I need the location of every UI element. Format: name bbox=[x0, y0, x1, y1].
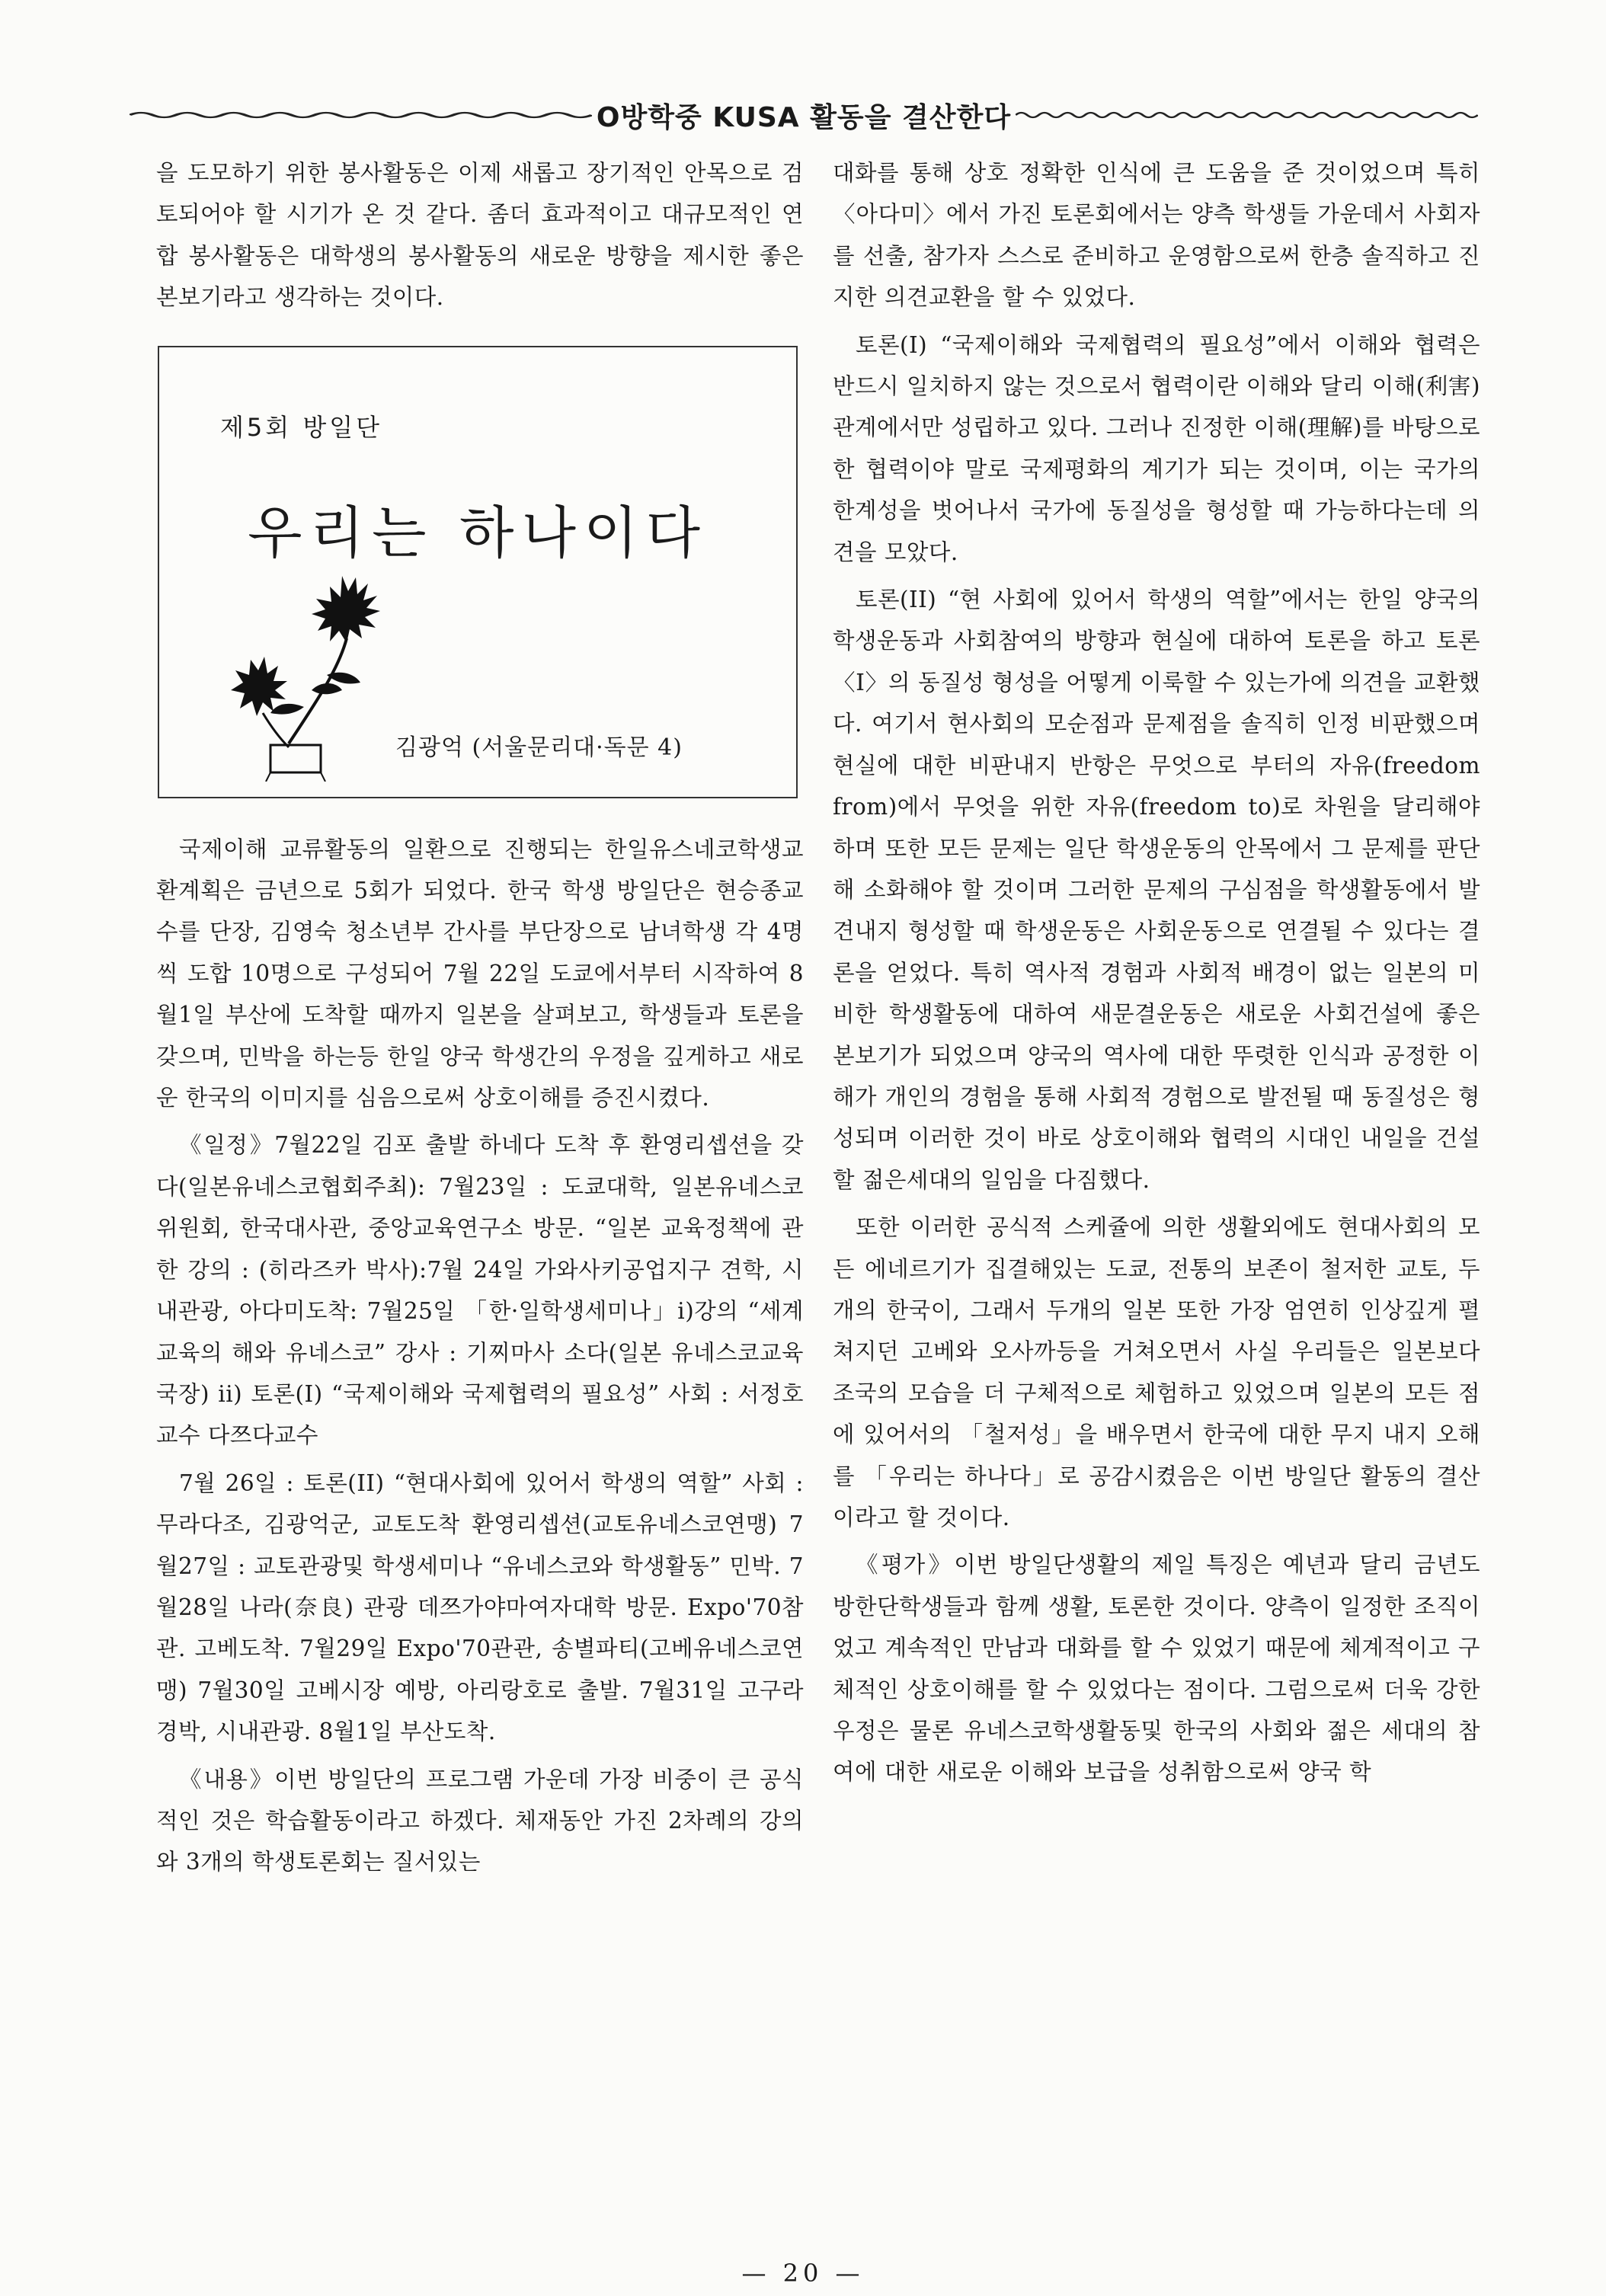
right-paragraph: 토론(II) “현 사회에 있어서 학생의 역할”에서는 한일 양국의 학생운동과 사회참여의 방향과 현실에 대하여 토론을 하고 토론〈I〉의 동질성 형성을 어떻게 이룩할 수 있는가에 의견을 교환했다. 여기서 현사회의 모순점과 문제점을 솔직히 인정 비판했으며 현실에 대한 비판내지 반항은 무엇으로 부터의 자유(freedom from)에서 무엇을 위한 자유(freedom to)로 차원을 달리해야 하며 또한 모든 문제는 일단 학생운동의 안목에서 그 문제를 판단해 소화해야 할 것이며 그러한 문제의 구심점을 학생활동에서 발견내지 형성할 때 학생운동은 사회운동으로 연결될 수 있다는 결론을 얻었다. 특히 역사적 경험과 사회적 배경이 없는 일본의 미비한 학생활동에 대하여 새문결운동은 새로운 사회건설에 좋은 본보기가 되었으며 양국의 역사에 대한 뚜렷한 인식과 공정한 이해가 개인의 경험을 통해 사회적 경험으로 발전될 때 동질성은 형성되며 이러한 것이 바로 상호이해와 협력의 시대인 내일을 건설할 젊은세대의 일임을 다짐했다. bbox=[833, 587, 1480, 1193]
right-paragraph: 대화를 통해 상호 정확한 인식에 큰 도움을 준 것이었으며 특히 〈아다미〉에서 가진 토론회에서는 양측 학생들 가운데서 사회자를 선출, 참가자 스스로 준비하고 운영함으로써 한층 솔직하고 진지한 의견교환을 할 수 있었다. bbox=[833, 160, 1480, 311]
intro-paragraph: 을 도모하기 위한 봉사활동은 이제 새롭고 장기적인 안목으로 검토되어야 할 시기가 온 것 같다. 좀더 효과적이고 대규모적인 연합 봉사활동은 대학생의 봉사활동의 새로운 방향을 제시한 좋은 본보기라고 생각하는 것이다. bbox=[156, 160, 804, 311]
left-paragraph: 《내용》이번 방일단의 프로그램 가운데 가장 비중이 큰 공식적인 것은 학습활동이라고 하겠다. 체재동안 가진 2차례의 강의와 3개의 학생토론회는 질서있는 bbox=[156, 1766, 804, 1875]
right-paragraph: 또한 이러한 공식적 스케쥴에 의한 생활외에도 현대사회의 모든 에네르기가 집결해있는 도쿄, 전통의 보존이 철저한 교토, 두개의 한국이, 그래서 두개의 일본 또한 가장 엄연히 인상깊게 펼쳐지던 고베와 오사까등을 거쳐오면서 사실 우리들은 일본보다 조국의 모습을 더 구체적으로 체험하고 있었으며 일본의 모든 점에 있어서의 「철저성」을 배우면서 한국에 대한 무지 내지 오해를 「우리는 하나다」로 공감시켰음은 이번 방일단 활동의 결산이라고 할 것이다. bbox=[833, 1214, 1480, 1530]
header-title: O방학중 KUSA 활동을 결산한다 bbox=[596, 101, 1012, 133]
header-wave-left bbox=[130, 110, 592, 120]
article-title: 우리는 하나이다 bbox=[248, 500, 708, 566]
left-paragraph: 국제이해 교류활동의 일환으로 진행되는 한일유스네코학생교환계획은 금년으로 5회가 되었다. 한국 학생 방일단은 현승종교수를 단장, 김영숙 청소년부 간사를 부단장으로 남녀학생 각 4명씩 도합 10명으로 구성되어 7월 22일 도쿄에서부터 시작하여 8월1일 부산에 도착할 때까지 일본을 살펴보고, 학생들과 토론을 갖으며, 민박을 하는등 한일 양국 학생간의 우정을 깊게하고 새로운 한국의 이미지를 심음으로써 상호이해를 증진시켰다. bbox=[156, 836, 804, 1111]
section-header bbox=[130, 98, 1478, 133]
right-column bbox=[833, 152, 1480, 1799]
page-number: — 20 — bbox=[741, 2259, 865, 2288]
plant-illustration bbox=[197, 568, 395, 782]
header-wave-right bbox=[1016, 110, 1478, 120]
left-paragraph: 7월 26일 : 토론(II) “현대사회에 있어서 학생의 역할” 사회 : 무라다조, 김광억군, 교토도착 환영리셉션(교토유네스코연맹) 7월27일 : 교토관광및 학생세미나 “유네스코와 학생활동” 민박. 7월28일 나라(奈良) 관광 데쯔가야마여자대학 방문. Expo'70참관. 고베도착. 7월29일 Expo'70관관, 송별파티(고베유네스코연맹) 7월30일 고베시장 예방, 아리랑호로 출발. 7월31일 고구라경박, 시내관광. 8월1일 부산도착. bbox=[156, 1469, 804, 1745]
left-column bbox=[156, 152, 804, 1889]
left-paragraph: 《일정》7월22일 김포 출발 하네다 도착 후 환영리셉션을 갖다(일본유네스코협회주최): 7월23일 : 도쿄대학, 일본유네스코 위원회, 한국대사관, 중앙교육연구소 방문. “일본 교육정책에 관한 강의 : (히라즈카 박사):7월 24일 가와사키공업지구 견학, 시내관광, 아다미도착: 7월25일 「한·일학생세미나」i)강의 “세계교육의 해와 유네스코” 강사 : 기찌마사 소다(일본 유네스코교육국장) ii) 토론(I) “국제이해와 국제협력의 필요성” 사회 : 서정호교수 다쯔다교수 bbox=[156, 1132, 804, 1449]
right-paragraph: 토론(I) “국제이해와 국제협력의 필요성”에서 이해와 협력은 반드시 일치하지 않는 것으로서 협력이란 이해와 달리 이해(利害)관계에서만 성립하고 있다. 그러나 진정한 이해(理解)를 바탕으로 한 협력이야 말로 국제평화의 계기가 되는 것이며, 이는 국가의 한계성을 벗어나서 국가에 동질성을 형성할 때 가능하다는데 의견을 모았다. bbox=[833, 331, 1480, 565]
article-author: 김광억 (서울문리대·독문 4) bbox=[395, 734, 683, 761]
article-title-box bbox=[158, 346, 798, 798]
right-paragraph: 《평가》이번 방일단생활의 제일 특징은 예년과 달리 금년도 방한단학생들과 함께 생활, 토론한 것이다. 양측이 일정한 조직이었고 계속적인 만남과 대화를 할 수 있었기 때문에 체계적이고 구체적인 상호이해를 할 수 있었다는 점이다. 그럼으로써 더욱 강한 우정은 물론 유네스코학생활동및 한국의 사회와 젊은 세대의 참여에 대한 새로운 이해와 보급을 성취함으로써 양국 학 bbox=[833, 1552, 1480, 1786]
article-series: 제5회 방일단 bbox=[220, 412, 383, 442]
